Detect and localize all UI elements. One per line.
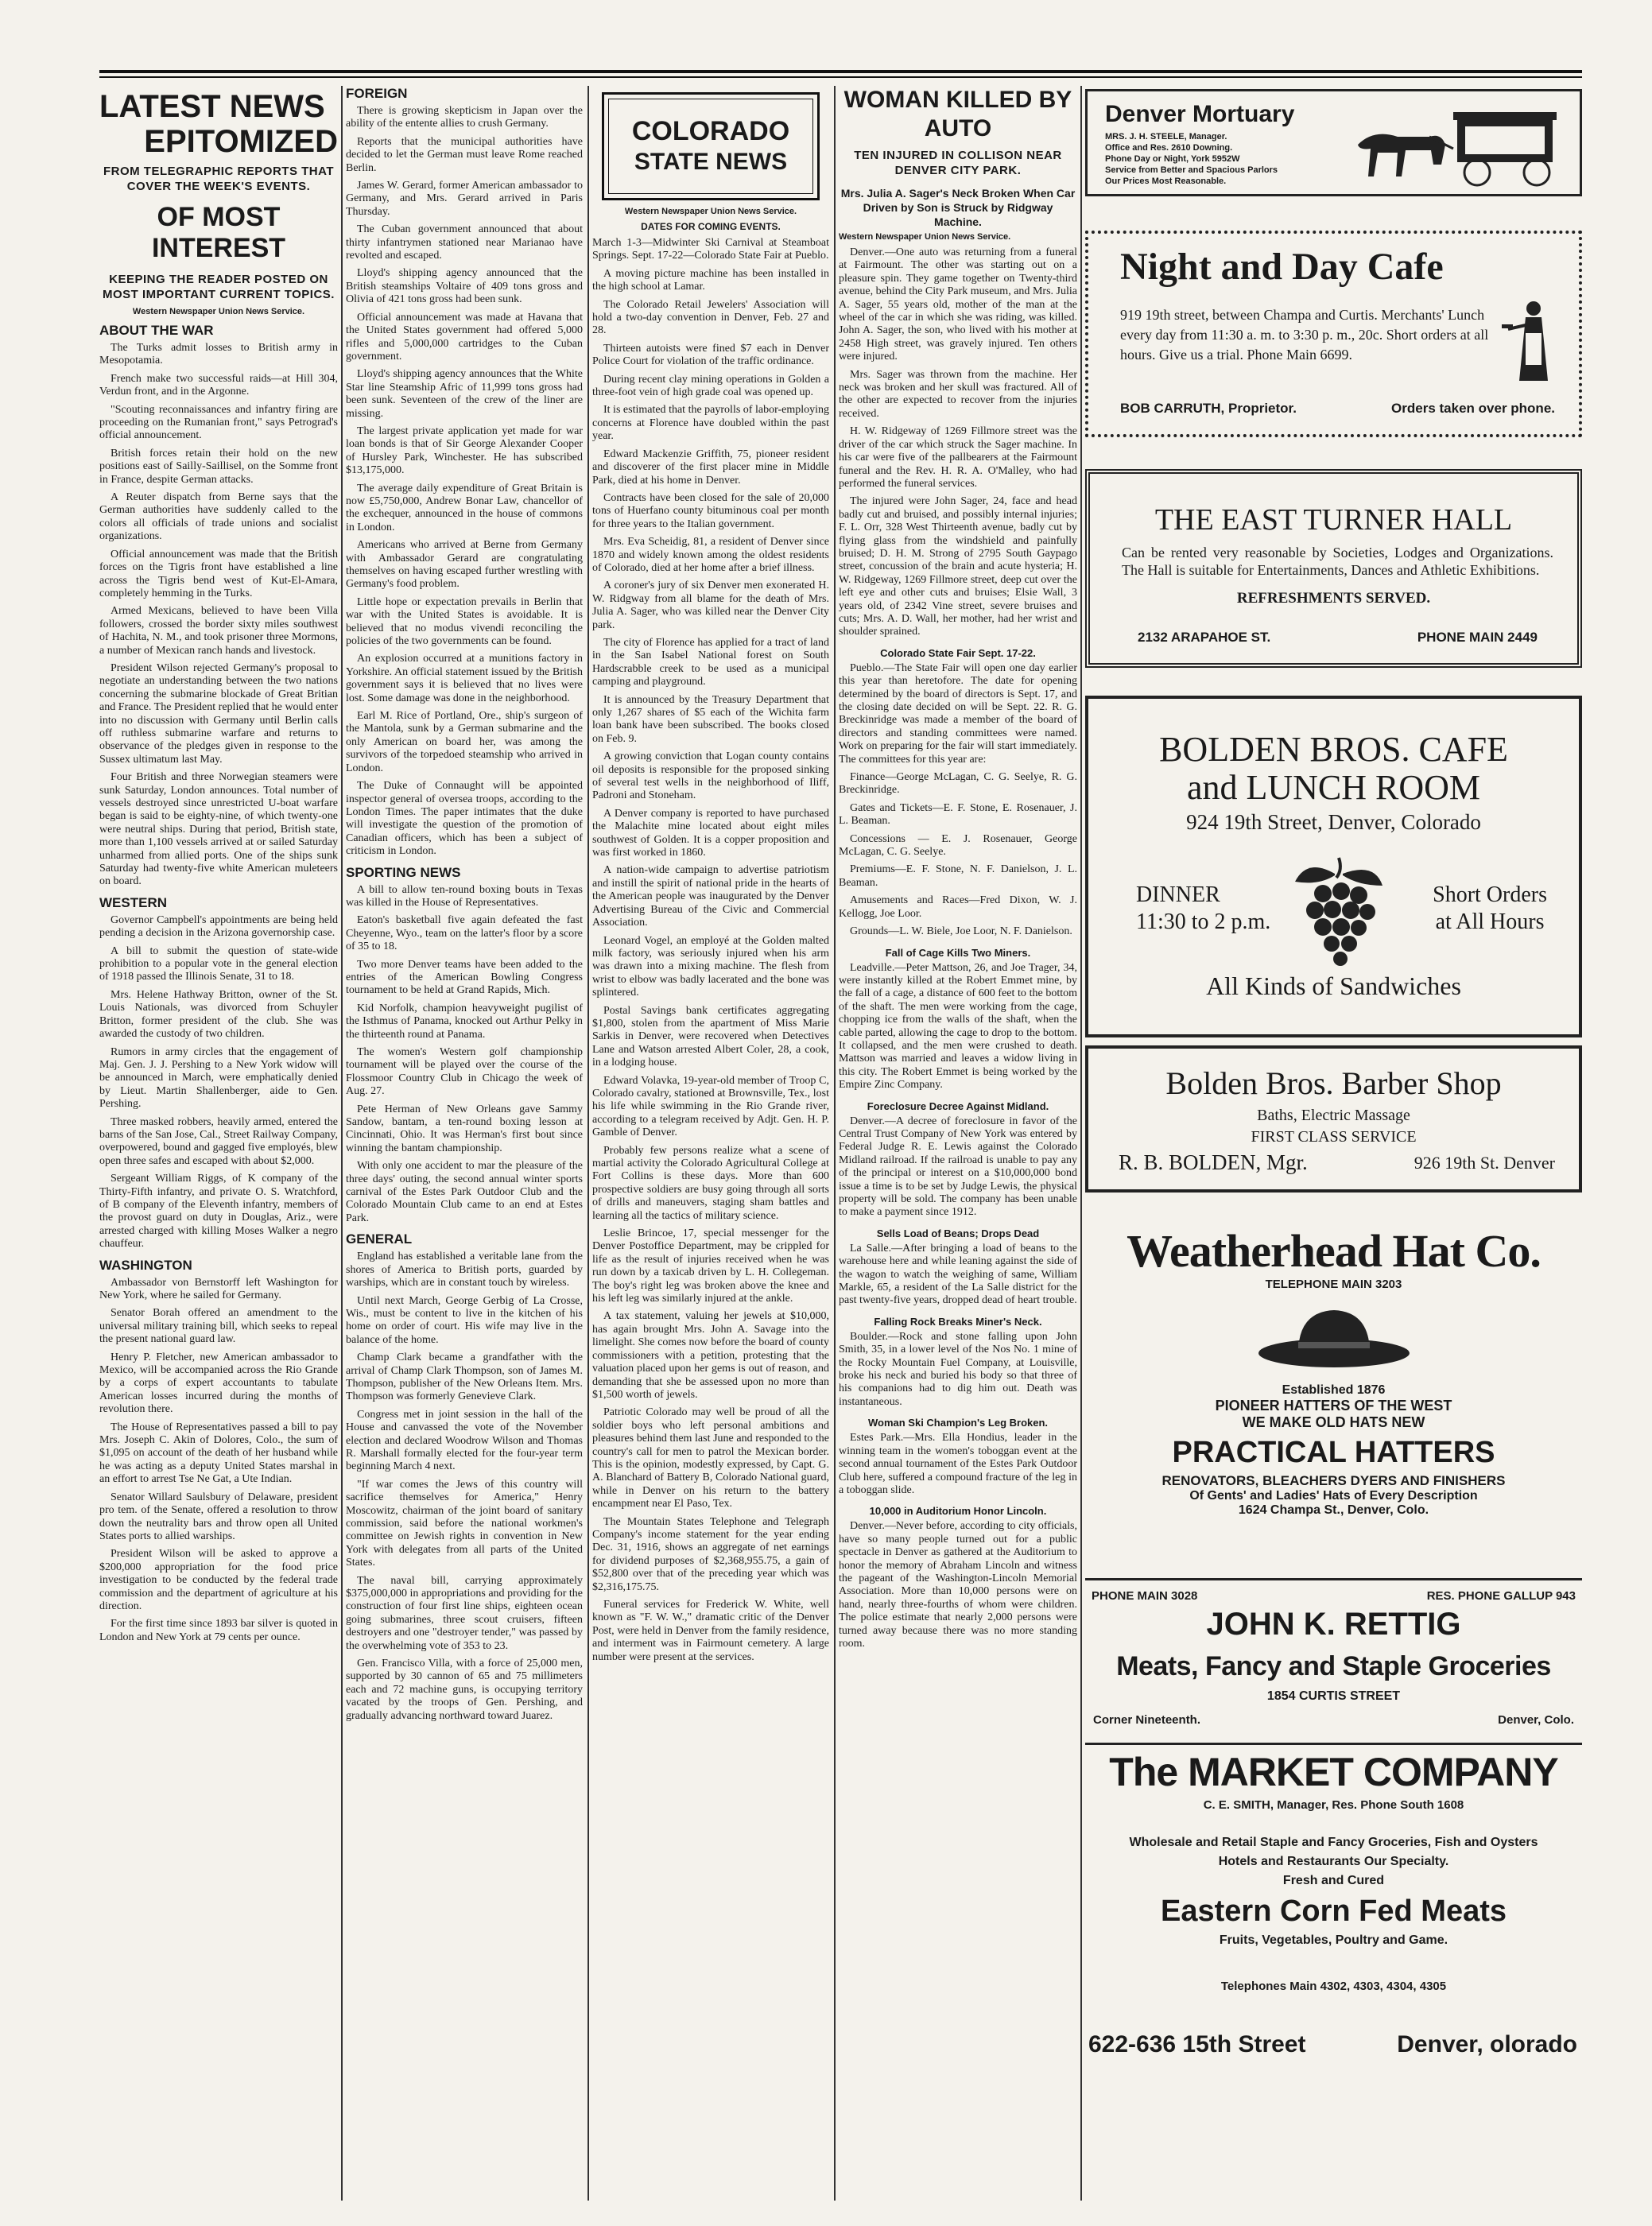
news-paragraph: Denver.—Never before, according to city officials, have so many people turned out for a public spectacle in Denver as gathered at the Auditorium to honor the memory of Abraham Lincoln and witness the pageant of the Washington-Lincoln Memorial Association. More than 10,000 persons were on hand, nearly three-fourths of whom were children. The police estimate that nearly 2,000 persons were turned away because there was no more standing room.	[839, 1520, 1077, 1650]
news-paragraph: Boulder.—Rock and stone falling upon John Smith, 35, in a lower level of the Nos No. 1 mine of the Rocky Mountain Fuel Company, at Louisville, broke his neck and buried his body so that three of his companions had to dig him out. Death was instantaneous.	[839, 1330, 1077, 1408]
hat-practical: PRACTICAL HATTERS	[1172, 1436, 1495, 1469]
cafe-title: Night and Day Cafe	[1120, 246, 1444, 288]
grapes-icon	[1287, 850, 1390, 969]
news-paragraph: Denver.—A decree of foreclosure in favor of the Central Trust Company of New York was entered by Federal Judge R. E. Lewis against the Colorado Midland railroad. If the railroad is unable to pay any of the principal or interest on a $10,000,000 bond issue a time is to be set by Judge Lewis, the physical property will be sold. The company has been unable to make a payment since 1912.	[839, 1115, 1077, 1219]
news-paragraph: Champ Clark became a grandfather with the arrival of Champ Clark Thompson, son of James M. Thompson, publisher of the New Orleans Item. Mrs. Thompson was formerly Genevieve Clark.	[346, 1352, 583, 1403]
rettig-corner: Corner Nineteenth.	[1093, 1713, 1201, 1727]
news-paragraph: President Wilson will be asked to approve a $200,000 appropriation for the food price investigation to be conducted by the federal trade commission and the department of agriculture at his direction.	[99, 1548, 338, 1612]
news-paragraph: The Mountain States Telephone and Telegraph Company's income statement for the year ending Dec. 31, 1916, shows an aggregate of net earnings for dividend purposes of $2,368,955.75, a gain of $52,800 over that of the preceding year which was $2,316,175.75.	[592, 1515, 829, 1593]
rettig-phone-res: RES. PHONE GALLUP 943	[1426, 1589, 1576, 1603]
news-paragraph: The Turks admit losses to British army in Mesopotamia.	[99, 342, 338, 367]
column-rule	[834, 86, 836, 2201]
news-paragraph: The Cuban government announced that about thirty infantrymen stationed near Marianao have revolted and escaped.	[346, 223, 583, 262]
news-paragraph: Senator Borah offered an amendment to the universal military training bill, which seeks to repeal the present national guard law.	[99, 1307, 338, 1346]
colorado-paragraphs	[592, 268, 829, 1664]
top-rule	[99, 70, 1582, 73]
mortuary-service: Service from Better and Spacious Parlors	[1105, 165, 1278, 175]
news-service-credit: Western Newspaper Union News Service.	[839, 232, 1011, 242]
news-paragraph: Mrs. Sager was thrown from the machine. Her neck was broken and her skull was fractured. All of the other are expected to recover from the injuries received.	[839, 368, 1077, 420]
news-paragraph: Senator Willard Saulsbury of Delaware, president pro tem. of the Senate, offered a resolution to throw down the neutrality bars and throw open all United States ports to allied warships.	[99, 1491, 338, 1542]
news-paragraph: Kid Norfolk, champion heavyweight pugilist of the Isthmus of Panama, knocked out Arthur Pelky in the thirteenth round at Panama.	[346, 1002, 583, 1041]
mortuary-manager: MRS. J. H. STEELE, Manager.	[1105, 132, 1227, 142]
rettig-phone-main: PHONE MAIN 3028	[1092, 1589, 1198, 1603]
bolden-cafe-title: BOLDEN BROS. CAFE	[1159, 730, 1508, 769]
news-paragraph: Governor Campbell's appointments are being held pending a decision in the Arizona governorship case.	[99, 913, 338, 940]
news-paragraph: It is announced by the Treasury Department that only 1,267 shares of $5 each of the Wichita farm loan bank have been subscribed. The books closed on Feb. 9.	[592, 693, 829, 745]
news-paragraph: Lloyd's shipping agency announces that the White Star line Steamship Afric of 11,999 tons gross had been sunk. Seventeen of the crew of the liner are missing.	[346, 368, 583, 420]
news-paragraph: A bill to allow ten-round boxing bouts in Texas was killed in the House of Representatives.	[346, 883, 583, 909]
news-paragraph: Finance—George McLagan, C. G. Seelye, R. G. Breckinridge.	[839, 771, 1077, 797]
rettig-name: JOHN K. RETTIG	[1206, 1607, 1461, 1642]
ad-john-rettig	[1085, 1586, 1582, 1737]
news-paragraph: Three masked robbers, heavily armed, entered the barns of the San Jose, Cal., Street Railway Company, overpowered, bound and gagged five employés, blew open three safes and escaped with about $2,000.	[99, 1115, 338, 1167]
news-paragraph: Ambassador von Bernstorff left Washington for New York, where he sailed for Germany.	[99, 1276, 338, 1301]
news-paragraph: With only one accident to mar the pleasure of the three days' outing, the second annual winter sports carnival of the Estes Park Outdoor Club and the Colorado Mountain Club came to an end at Estes Park.	[346, 1160, 583, 1224]
news-paragraph: The largest private application yet made for war loan bonds is that of Sir George Alexander Cooper of Hursley Park, Winchester. He has subscribed $13,175,000.	[346, 425, 583, 477]
rettig-city: Denver, Colo.	[1498, 1713, 1574, 1727]
news-paragraph: Two more Denver teams have been added to the entries of the American Bowling Congress tournament to be held at Grand Rapids, Mich.	[346, 958, 583, 997]
news-paragraph: "Scouting reconnaissances and infantry firing are proceeding on the Rumanian front," says Petrograd's official announcement.	[99, 403, 338, 442]
news-paragraph: The naval bill, carrying approximately $375,000,000 in appropriations and providing for the construction of four first line ships, eighteen ocean going submarines, three scout cruisers, fifteen destroyers and one "destroyer tender," was passed by the overwhelming vote of 353 to 23.	[346, 1574, 583, 1652]
news-paragraph: A nation-wide campaign to advertise patriotism and instill the spirit of national pride in the hearts of the American people was inaugurated by the Denver Advertising Bureau of the Civic and Commercial Association.	[592, 864, 829, 929]
ad-divider	[1085, 1578, 1582, 1580]
news-paragraph: Rumors in army circles that the engagement of Maj. Gen. J. J. Pershing to a New York widow will be announced in March, were emphatically denied by Lieut. Martin Shallenberger, aide to Gen. Pershing.	[99, 1045, 338, 1111]
subhead-cage: Fall of Cage Kills Two Miners.	[885, 946, 1031, 959]
news-paragraph: Postal Savings bank certificates aggregating $1,800, stolen from the apartment of Miss Marie Sarkis in Denver, were recovered when Detectives Lane and Watson arrested Albert Coler, 28, a cook, in a lodging house.	[592, 1004, 829, 1069]
hearse-icon	[1342, 101, 1573, 188]
section-head-general: GENERAL	[346, 1231, 413, 1247]
hat-phone: TELEPHONE MAIN 3203	[1265, 1278, 1402, 1291]
hat-make-new: WE MAKE OLD HATS NEW	[1242, 1414, 1425, 1430]
headline-latest-news: LATEST NEWS	[99, 89, 325, 124]
news-paragraph: Official announcement was made at Havana that the United States government had offered 5,000 rifles and 5,000,000 cartridges to the Cuban government.	[346, 311, 583, 363]
news-paragraph: The Duke of Connaught will be appointed inspector general of oversea troops, according to the London Times. The paper intimates that the duke will investigate the question of the promotion of Canadian officers, which has been a subject of criticism in London.	[346, 780, 583, 858]
news-paragraph: Leslie Brincoe, 17, special messenger for the Denver Postoffice Department, may be crippled for life as the result of injuries received when he was run down by a taxicab driven by L. H. Collegeman. The boy's right leg was broken above the knee and his left leg was similarly injured at the ankle.	[592, 1227, 829, 1305]
news-paragraph: H. W. Ridgeway of 1269 Fillmore street was the driver of the car which struck the Sager machine. In his car were five of the pallbearers at the Fairmount funeral and the Rev. H. R. A. O'Malley, who had performed the funeral services.	[839, 425, 1077, 490]
hat-address: 1624 Champa St., Denver, Colo.	[1238, 1503, 1429, 1517]
column-colorado-state-news	[592, 86, 829, 2201]
section-head-sporting: SPORTING NEWS	[346, 864, 461, 880]
ad-divider	[1085, 1743, 1582, 1745]
news-paragraph: Edward Mackenzie Griffith, 75, pioneer resident and discoverer of the first placer mine in Middle Park, died at his home in Denver.	[592, 448, 829, 487]
subhead-beans: Sells Load of Beans; Drops Dead	[876, 1227, 1040, 1239]
news-paragraph: Leonard Vogel, an employé at the Golden malted milk factory, was seriously injured when his arm was drawn into a mixing machine. The flesh from wrist to elbow was badly lacerated and the bone was splintered.	[592, 934, 829, 999]
news-paragraph: Gen. Francisco Villa, with a force of 25,000 men, supported by 30 cannon of 65 and 75 millimeters each and 72 machine guns, is occupying territory vacated by the troops of Gen. Pershing, and gradually advancing northward toward Juarez.	[346, 1658, 583, 1722]
column-rule	[1080, 86, 1082, 2201]
dates-list: March 1-3—Midwinter Ski Carnival at Steamboat Springs. Sept. 17-22—Colorado State Fair at Pueblo.	[592, 237, 829, 262]
rettig-groceries: Meats, Fancy and Staple Groceries	[1116, 1651, 1551, 1681]
waitress-icon	[1502, 297, 1557, 385]
hall-refreshments: REFRESHMENTS SERVED.	[1236, 590, 1431, 607]
news-paragraph: The average daily expenditure of Great Britain is now £5,750,000, Andrew Bonar Law, chancellor of the exchequer, announced in the house of commons in London.	[346, 482, 583, 533]
news-paragraph: Four British and three Norwegian steamers were sunk Saturday, London announces. Total number of vessels destroyed since unrestricted U-boat warfare began is said to be eighty-nine, of which twenty-one were neutral ships. During that period, British state, more than 1,100 vessels arrived at or sailed Saturday unharmed from allied ports. One of the ships sunk Saturday had twenty-five white American muleteers on board.	[99, 771, 338, 888]
subhead-state-fair: Colorado State Fair Sept. 17-22.	[880, 646, 1036, 659]
deck-telegraphic: FROM TELEGRAPHIC REPORTS THAT COVER THE WEEK'S EVENTS.	[103, 165, 335, 193]
top-rule-thin	[99, 76, 1582, 78]
news-paragraph: The city of Florence has applied for a tract of land in the San Isabel National forest on South Hardscrabble creek to be used as a municipal camping and playground.	[592, 636, 829, 688]
news-paragraph: Concessions — E. J. Rosenauer, George McLagan, C. G. Seelye.	[839, 832, 1077, 859]
barber-service: FIRST CLASS SERVICE	[1251, 1128, 1417, 1146]
cafe-description: 919 19th street, between Champa and Curtis. Merchants' Lunch every day from 11:30 a. m. to 3:30 p. m., 20c. Short orders at all hours. Give us a trial. Phone Main 6699.	[1120, 307, 1489, 363]
news-paragraph: Pueblo.—The State Fair will open one day earlier this year than heretofore. The date for opening determined by the board of directors is Sept. 17, and the closing date decided on will be Sept. 22. R. G. Breckinridge was made a member of the board of directors and standing committees were named. Work on preparing for the fair will start immediately. The committees for this year are:	[839, 661, 1077, 766]
news-paragraph: Patriotic Colorado may well be proud of all the soldier boys who left personal ambitions and pleasures behind them last June and responded to the country's call for men to patrol the Mexican border. This is the opinion, modestly expressed, by Capt. G. A. Blanchard of Battery B, Colorado National guard, while in Denver on his return to the battery encampment near El Paso, Tex.	[592, 1406, 829, 1510]
news-paragraph: Official announcement was made that the British forces on the Tigris front have established a line across the Tigris bend west of Kut-El-Amara, completely hemming in the Turks.	[99, 548, 338, 599]
bolden-short-orders: Short Orders	[1433, 882, 1547, 907]
news-paragraph: Until next March, George Gerbig of La Crosse, Wis., must be content to live in the kitchen of his home on order of court. His wife may live in the balance of the home.	[346, 1294, 583, 1346]
market-corn-fed: Eastern Corn Fed Meats	[1161, 1894, 1507, 1928]
column-rule	[341, 86, 343, 2201]
subhead-lincoln: 10,000 in Auditorium Honor Lincoln.	[869, 1505, 1047, 1518]
news-paragraph: Amusements and Races—Fred Dixon, W. J. Kellogg, Joe Loor.	[839, 894, 1077, 920]
news-paragraph: Leadville.—Peter Mattson, 26, and Joe Trager, 34, were instantly killed at the Robert Emmet mine, by the fall of a cage, a distance of 600 feet to the bottom of the shaft. The men were working from the cage, chopping ice from the walls of the shaft, when the cable parted, allowing the cage to drop to the bottom. It collapsed, and the men were crushed to death. Mattson was married and leaves a widow living in this city. The Robert Emmet is being worked by the Empire Zinc Company.	[839, 961, 1077, 1092]
hat-description: Of Gents' and Ladies' Hats of Every Description	[1189, 1489, 1478, 1503]
news-paragraph: President Wilson rejected Germany's proposal to negotiate an understanding between the two nations concerning the submarine blockade of Great Britian and France. The President replied that he would enter into no discussion with Germany until Berlin calls off ruthless submarine warfare and returns to observance of the pledges given in response to the Sussex ultimatum last May.	[99, 661, 338, 766]
mortuary-title: Denver Mortuary	[1105, 101, 1295, 127]
news-paragraph: A bill to submit the question of state-wide prohibition to a popular vote in the general election of 1918 passed the Illinois Senate, 31 to 18.	[99, 944, 338, 983]
bolden-all-hours: at All Hours	[1435, 909, 1545, 934]
headline-most-interest: OF MOST INTEREST	[151, 202, 286, 263]
news-paragraph: Henry P. Fletcher, new American ambassador to Mexico, will be accompanied across the Rio Grande by a corps of expert accountants to tabulate American losses incurred during the months of revolution there.	[99, 1351, 338, 1416]
news-paragraph: Armed Mexicans, believed to have been Villa followers, crossed the border sixty miles southwest of Hachita, N. M., and took prisoner three Mormons, a number of Mexican ranch hands and livestock.	[99, 605, 338, 657]
news-paragraph: Little hope or expectation prevails in Berlin that war with the United States is avoidable. It is believed that no modus vivendi reconciling the policies of the two governments can be found.	[346, 595, 583, 648]
mortuary-phone: Phone Day or Night, York 5952W	[1105, 154, 1240, 164]
ad-night-and-day-cafe	[1085, 231, 1582, 437]
subhead-falling-rock: Falling Rock Breaks Miner's Neck.	[874, 1315, 1042, 1328]
news-paragraph: The injured were John Sager, 24, face and head badly cut and bruised, and possibly internal injuries; F. L. Orr, 328 West Thirteenth avenue, badly cut by flying glass from the windshield and painfully bruised; D. H. M. Strong of 2795 South Gaypago street, concussion of the brain and acute hysteria; H. W. Ridgeway, 1269 Fillmore street, deep cut over the left eye and other cuts and bruises; Elsie Wall, 3 years old, of 2342 Vine street, severe bruises and cuts; Mrs. A. D. Wall, her mother, had her wrist and shoulder sprained.	[839, 495, 1077, 638]
market-address: 622-636 15th Street	[1088, 2031, 1306, 2057]
section-head-war: ABOUT THE WAR	[99, 323, 214, 338]
news-paragraph: A Denver company is reported to have purchased the Malachite mine located about eight miles southwest of Golden. It is a copper proposition and was first worked in 1860.	[592, 807, 829, 859]
hall-address: 2132 ARAPAHOE ST.	[1138, 630, 1271, 645]
subhead-ski: Woman Ski Champion's Leg Broken.	[867, 1417, 1049, 1429]
news-paragraph: A Reuter dispatch from Berne says that the German authorities have suddenly called to the colors all officials of trade unions and socialist organizations.	[99, 491, 338, 543]
bolden-lunch-room: and LUNCH ROOM	[1186, 768, 1481, 807]
headline-epitomized: EPITOMIZED	[144, 124, 338, 159]
news-paragraph: French make two successful raids—at Hill 304, Verdun front, and in the Argonne.	[99, 372, 338, 398]
news-paragraph: Gates and Tickets—E. F. Stone, E. Rosenauer, J. L. Beaman.	[839, 801, 1077, 828]
news-paragraph: Americans who arrived at Berne from Germany with Ambassador Gerard are congratulating themselves on having escaped further wrestling with Germany's food problem.	[346, 539, 583, 591]
news-paragraph: Thirteen autoists were fined $7 each in Denver Police Court for violation of the traffic ordinance.	[592, 342, 829, 368]
news-paragraph: A tax statement, valuing her jewels at $10,000, has again brought Mrs. John A. Savage into the limelight. She comes now before the board of county commissioners with a petition, protesting that the valuation placed upon her gems is out of reason, and demanding that she be assessed upon no more than $1,500 worth of jewels.	[592, 1310, 829, 1401]
column-latest-news	[99, 86, 338, 2201]
ad-bolden-cafe	[1085, 696, 1582, 1037]
ad-denver-mortuary	[1085, 89, 1582, 196]
column-foreign-sporting-general	[346, 86, 583, 2201]
market-hotels: Hotels and Restaurants Our Specialty.	[1218, 1855, 1449, 1868]
headline-woman-killed: WOMAN KILLED BY AUTO	[843, 87, 1072, 142]
news-paragraph: Sergeant William Riggs, of K company of the Thirty-Fifth infantry, and private O. S. Wratchford, of B company of the Eleventh infantry, members of the provost guard on duty in Douglas, Ariz., were arrested charged with killing Moses Walker a negro chauffeur.	[99, 1173, 338, 1251]
news-paragraph: England has established a veritable lane from the shores of America to British ports, guarded by warships, which are in constant touch by wireless.	[346, 1251, 583, 1289]
deck-reader-posted: KEEPING THE READER POSTED ON MOST IMPORTANT CURRENT TOPICS.	[103, 273, 335, 301]
news-paragraph: The Colorado Retail Jewelers' Association will hold a two-day convention in Denver, Feb. 27 and 28.	[592, 298, 829, 337]
hat-icon	[1255, 1304, 1414, 1375]
section-head-foreign: FOREIGN	[346, 86, 408, 101]
hat-renovators: RENOVATORS, BLEACHERS DYERS AND FINISHERS	[1161, 1473, 1506, 1488]
bolden-hours: 11:30 to 2 p.m.	[1136, 909, 1271, 934]
market-wholesale: Wholesale and Retail Staple and Fancy Groceries, Fish and Oysters	[1129, 1836, 1538, 1849]
news-paragraph: Congress met in joint session in the hall of the House and canvassed the vote of the November election and declared Woodrow Wilson and Thomas R. Marshall formally elected for the four-year term beginning March 4 next.	[346, 1408, 583, 1473]
section-head-washington: WASHINGTON	[99, 1257, 192, 1273]
ad-east-turner-hall	[1085, 469, 1582, 668]
market-fruits: Fruits, Vegetables, Poultry and Game.	[1219, 1933, 1448, 1947]
news-paragraph: Contracts have been closed for the sale of 20,000 tons of Huerfano county bituminous coal per month for three years to the Italian government.	[592, 491, 829, 530]
bolden-dinner: DINNER	[1136, 882, 1220, 907]
market-fresh: Fresh and Cured	[1282, 1874, 1385, 1887]
market-manager: C. E. SMITH, Manager, Res. Phone South 1608	[1203, 1798, 1464, 1812]
news-paragraph: James W. Gerard, former American ambassador to Germany, and Mrs. Gerard arrived in Paris Thursday.	[346, 180, 583, 218]
ad-market-company	[1085, 1749, 1582, 2202]
barber-manager: R. B. BOLDEN, Mgr.	[1119, 1150, 1308, 1174]
hall-title: THE EAST TURNER HALL	[1154, 503, 1513, 537]
news-paragraph: An explosion occurred at a munitions factory in Yorkshire. An official statement issued by the British government says it is believed that no lives were lost. Some damage was done in the neighborhood.	[346, 653, 583, 704]
news-paragraph: Grounds—L. W. Biele, Joe Loor, N. F. Danielson.	[850, 925, 1072, 938]
news-paragraph: Eaton's basketball five again defeated the fast Cheyenne, Wyo., team on the latter's floor by a score of 35 to 18.	[346, 914, 583, 953]
box-title-colorado: COLORADO	[631, 116, 790, 146]
news-paragraph: Estes Park.—Mrs. Ella Hondius, leader in the winning team in the women's toboggan event at the second annual tournament of the Estes Park Outdoor Club here, suffered a compound fracture of the leg in a toboggan slide.	[839, 1432, 1077, 1496]
news-paragraph: A coroner's jury of six Denver men exonerated H. W. Ridgway from all blame for the death of Mrs. Julia A. Sager, who was killed near the Denver City park.	[592, 580, 829, 631]
news-paragraph: A growing conviction that Logan county contains oil deposits is responsible for the proposed sinking of several test wells in the neighborhood of Iliff, Padroni and Stoneham.	[592, 750, 829, 802]
news-paragraph: Lloyd's shipping agency announced that the British steamships Voltaire of 409 tons gross and Olivia of 421 tons gross had been sunk.	[346, 267, 583, 306]
hat-title: Weatherhead Hat Co.	[1127, 1225, 1541, 1277]
ad-weatherhead-hat	[1085, 1224, 1582, 1590]
bolden-address: 924 19th Street, Denver, Colorado	[1186, 810, 1481, 834]
market-telephones: Telephones Main 4302, 4303, 4304, 4305	[1220, 1980, 1447, 1993]
dates-heading: DATES FOR COMING EVENTS.	[641, 221, 781, 232]
mortuary-office: Office and Res. 2610 Downing.	[1105, 143, 1233, 153]
news-paragraph: The House of Representatives passed a bill to pay Mrs. Joseph C. Akin of Dolores, Colo., the sum of $1,095 on account of the death of her husband while he was acting as a deputy United States marshal in an effort to arrest Tse Ne Gat, a Ute Indian.	[99, 1421, 338, 1486]
barber-baths: Baths, Electric Massage	[1257, 1107, 1410, 1124]
hat-pioneer: PIONEER HATTERS OF THE WEST	[1215, 1398, 1452, 1414]
cafe-orders: Orders taken over phone.	[1391, 401, 1555, 416]
cafe-proprietor: BOB CARRUTH, Proprietor.	[1120, 401, 1297, 416]
news-paragraph: During recent clay mining operations in Golden a three-foot vein of high grade coal was opened up.	[592, 373, 829, 399]
news-paragraph: A moving picture machine has been installed in the high school at Lamar.	[592, 267, 829, 293]
news-service-credit: Western Newspaper Union News Service.	[624, 207, 797, 216]
news-paragraph: Earl M. Rice of Portland, Ore., ship's surgeon of the Mantola, sunk by a German submarine and the only American on board her, was among the survivors of the torpedoed steamship who arrived in London.	[346, 710, 583, 774]
mortuary-prices: Our Prices Most Reasonable.	[1105, 176, 1227, 186]
market-title: The MARKET COMPANY	[1109, 1750, 1558, 1794]
news-paragraph: Mrs. Eva Scheidig, 81, a resident of Denver since 1870 and widely known among the oldest residents of Colorado, died at her home after a brief illness.	[592, 536, 829, 574]
deck-ten-injured: TEN INJURED IN COLLISON NEAR DENVER CITY PARK.	[854, 149, 1062, 177]
column-rule	[588, 86, 589, 2201]
news-paragraph: Denver.—One auto was returning from a funeral at Fairmount. The other was starting out on a pleasure spin. They game together on Twenty-third avenue, behind the City Park museum, and Mrs. Julia A. Sager, 55 years old, mother of the man at the wheel of the car in which she was riding, was killed. John A. Sager, the son, who lived with his mother at 2458 High street, was gravely injured. Ten others were injured.	[839, 246, 1077, 363]
news-paragraph: Premiums—E. F. Stone, N. F. Danielson, J. L. Beaman.	[839, 863, 1077, 889]
news-paragraph: British forces retain their hold on the new positions east of Sailly-Saillisel, on the Somme front in France, despite German attacks.	[99, 447, 338, 486]
news-paragraph: The women's Western golf championship tournament will be played over the course of the Flossmoor Country Club in Chicago the week of Aug. 27.	[346, 1046, 583, 1098]
news-service-credit: Western Newspaper Union News Service.	[132, 307, 305, 316]
news-paragraph: Funeral services for Frederick W. White, well known as "F. W. W.," dramatic critic of the Denver Post, were held in Denver from the family residence, and interment was in Fairmount cemetery. A large number were present at the services.	[592, 1599, 829, 1663]
rettig-street: 1854 CURTIS STREET	[1266, 1689, 1401, 1703]
news-paragraph: Probably few persons realize what a scene of martial activity the Colorado Agricultural College at Fort Collins is these days. More than 600 prospective soldiers are busy going through all sorts of drills and maneuvers, staging sham battles and learning all the tactics of military science.	[592, 1144, 829, 1222]
news-paragraph: La Salle.—After bringing a load of beans to the warehouse here and while leaning against the side of the wagon to watch the weighing of same, William Markle, 65, a resident of the La Salle district for the past twenty-five years, dropped dead of heart trouble.	[839, 1242, 1077, 1307]
ad-bolden-barber	[1085, 1045, 1582, 1192]
subhead-foreclosure: Foreclosure Decree Against Midland.	[867, 1099, 1049, 1112]
news-paragraph: "If war comes the Jews of this country will sacrifice themselves for America," Henry Moscowitz, chairman of the joint board of sanitary commission, said before the national workmen's committee on Jewish rights in convention in New York with delegates from all parts of the United States.	[346, 1478, 583, 1569]
news-paragraph: There is growing skepticism in Japan over the ability of the entente allies to crush Germany.	[346, 105, 583, 130]
column-woman-killed	[839, 86, 1077, 2201]
barber-title: Bolden Bros. Barber Shop	[1165, 1065, 1502, 1101]
deck-sager: Mrs. Julia A. Sager's Neck Broken When Car Driven by Son is Struck by Ridgway Machine.	[840, 187, 1076, 228]
news-paragraph: It is estimated that the payrolls of labor-employing concerns at Florence have doubled within the past year.	[592, 404, 829, 443]
colorado-state-news-box	[602, 92, 820, 200]
news-paragraph: Edward Volavka, 19-year-old member of Troop C, Colorado cavalry, stationed at Brownsville, Tex., lost his life while swimming in the Rio Grande river, according to a telegram received by Adjt. Gen. H. P. Gamble of Denver.	[592, 1074, 829, 1139]
box-title-state-news: STATE NEWS	[634, 149, 788, 175]
hall-description: Can be rented very reasonable by Societies, Lodges and Organizations. The Hall is suitable for Entertainments, Dances and Athletic Exhibitions.	[1122, 545, 1553, 578]
news-paragraph: Reports that the municipal authorities have decided to let the German must leave Rome reached Berlin.	[346, 135, 583, 174]
hall-phone: PHONE MAIN 2449	[1417, 630, 1538, 645]
barber-address: 926 19th St. Denver	[1414, 1153, 1555, 1173]
news-paragraph: Pete Herman of New Orleans gave Sammy Sandow, bantam, a ten-round boxing lesson at Cincinnati, Ohio. It was Herman's first bout since winning the bantam championship.	[346, 1103, 583, 1154]
bolden-sandwiches: All Kinds of Sandwiches	[1206, 971, 1461, 1000]
section-head-western: WESTERN	[99, 894, 167, 910]
market-city: Denver, olorado	[1397, 2031, 1577, 2057]
hat-established: Established 1876	[1282, 1383, 1386, 1397]
news-paragraph: Mrs. Helene Hathway Britton, owner of the St. Louis Nationals, was divorced from Schuyler Britton, former president of the club. She was awarded the custody of two children.	[99, 988, 338, 1041]
news-paragraph: For the first time since 1893 bar silver is quoted in London and New York at 79 cents per ounce.	[99, 1618, 338, 1643]
